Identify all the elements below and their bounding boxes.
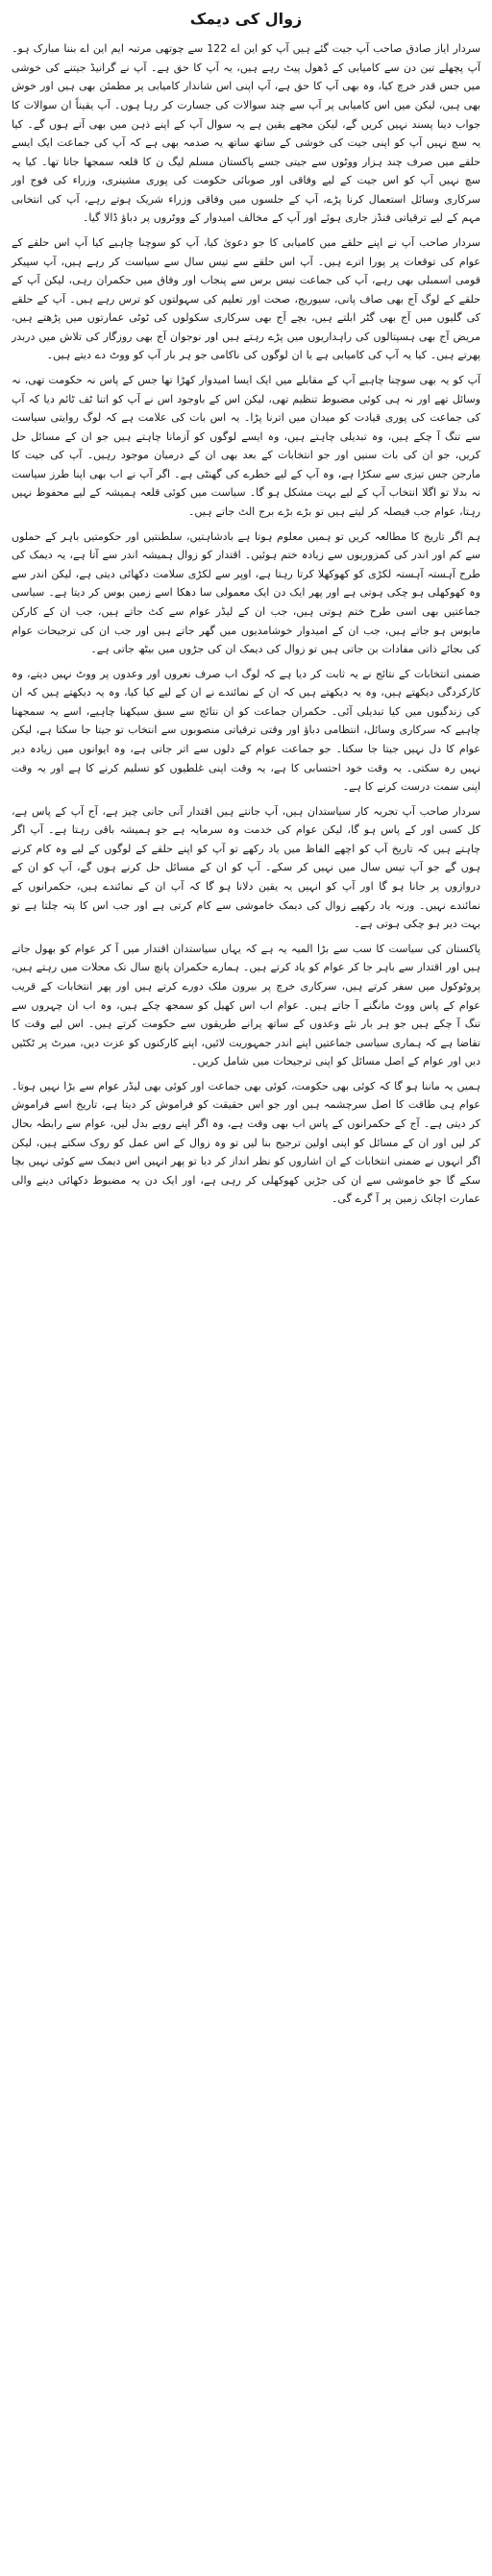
- article-paragraph-6: سردار صاحب آپ تجربہ کار سیاستدان ہیں، آپ جانتے ہیں اقتدار آنی جانی چیز ہے، آج آپ کے پاس ہے، کل کسی اور کے پاس ہو گا، لیکن عوام کی خدمت وہ سرمایہ ہے جو ہمیشہ باقی رہتا ہے۔ آپ اگر چاہتے ہیں کہ تاریخ آپ کو اچھے الفاظ میں یاد رکھے تو آپ کو اپنے حلقے کے لوگوں کے لیے وہ کام کرنے ہوں گے جو آپ تیس سال میں نہیں کر سکے۔ آپ کو ان کے مسائل حل کرنے ہوں گے، آپ کو ان کے دروازوں پر جانا ہو گا اور آپ کو انہیں یہ یقین دلانا ہو گا کہ آپ ان کے نمائندے ہیں، حکمرانوں کے نمائندے نہیں۔ ورنہ یاد رکھیے زوال کی دیمک خاموشی سے کام کرتی ہے اور جب اس کا پتہ چلتا ہے تو بہت دیر ہو چکی ہوتی ہے۔: [12, 804, 480, 931]
- column-article: [0, 0, 492, 1224]
- article-paragraph-3: آپ کو یہ بھی سوچنا چاہیے آپ کے مقابلے میں ایک ایسا امیدوار کھڑا تھا جس کے پاس نہ حکومت تھی، نہ وسائل تھے اور نہ ہی کوئی مضبوط تنظیم تھی، لیکن اس کے باوجود اس نے آپ کو اتنا ٹف ٹائم دیا کہ آپ کی جماعت کی پوری قیادت کو میدان میں اترنا پڑا۔ یہ اس بات کی علامت ہے کہ لوگ روایتی سیاست سے تنگ آ چکے ہیں، وہ تبدیلی چاہتے ہیں، وہ ایسے لوگوں کو آزمانا چاہتے ہیں جو ان کے مسائل حل کریں، جو ان کی بات سنیں اور جو انتخابات کے بعد بھی ان کے درمیان موجود رہیں۔ آپ کی جیت کا مارجن جس تیزی سے سکڑا ہے، وہ آپ کے لیے خطرے کی گھنٹی ہے۔ اگر آپ نے اب بھی اپنا طرز سیاست نہ بدلا تو اگلا انتخاب آپ کے لیے بہت مشکل ہو گا۔ سیاست میں کوئی قلعہ ہمیشہ کے لیے محفوظ نہیں رہتا، عوام جب فیصلہ کر لیتے ہیں تو بڑے بڑے برج الٹ جاتے ہیں۔: [12, 374, 480, 519]
- article-title: زوال کی دیمک: [189, 10, 303, 28]
- article-paragraph-2: سردار صاحب آپ نے اپنے حلقے میں کامیابی کا جو دعویٰ کیا، آپ کو سوچنا چاہیے کیا آپ اس حلقے کے عوام کی توقعات پر پورا اترے ہیں۔ آپ اس حلقے سے تیس سال سے سیاست کر رہے ہیں، آپ سپیکر قومی اسمبلی بھی رہے، آپ کی جماعت تیس برس سے پنجاب اور وفاق میں حکمران رہی، لیکن آپ کے حلقے کے لوگ آج بھی صاف پانی، سیوریج، صحت اور تعلیم کی سہولتوں کو ترس رہے ہیں۔ آپ کے حلقے کی گلیوں میں آج بھی گٹر ابلتے ہیں، بچے آج بھی سرکاری سکولوں کی ٹوٹی عمارتوں میں پڑھتے ہیں، مریض آج بھی ہسپتالوں کی راہداریوں میں پڑے رہتے ہیں اور نوجوان آج بھی روزگار کی تلاش میں دربدر پھرتے ہیں۔ کیا یہ آپ کی کامیابی ہے یا ان لوگوں کی ناکامی جو ہر بار آپ کو ووٹ دے دیتے ہیں۔: [12, 235, 480, 362]
- article-paragraph-5: ضمنی انتخابات کے نتائج نے یہ ثابت کر دیا ہے کہ لوگ اب صرف نعروں اور وعدوں پر ووٹ نہیں دیتے، وہ کارکردگی دیکھتے ہیں، وہ یہ دیکھتے ہیں کہ ان کے نمائندے نے ان کے لیے کیا کیا، وہ یہ دیکھتے ہیں کہ ان کی زندگیوں میں کیا تبدیلی آئی۔ حکمران جماعت کو ان نتائج سے سبق سیکھنا چاہیے، اسے یہ سمجھنا چاہیے کہ سرکاری وسائل، انتظامی دباؤ اور وقتی ترقیاتی منصوبوں سے انتخاب تو جیتا جا سکتا ہے، لیکن عوام کا دل نہیں جیتا جا سکتا۔ جو جماعت عوام کے دلوں سے اتر جاتی ہے، وہ ایوانوں میں زیادہ دیر نہیں رہ سکتی۔ یہ وقت خود احتسابی کا ہے، یہ وقت اپنی غلطیوں کو تسلیم کرنے کا ہے اور یہ وقت اپنی سمت درست کرنے کا ہے۔: [12, 667, 480, 794]
- article-paragraph-7: پاکستان کی سیاست کا سب سے بڑا المیہ یہ ہے کہ یہاں سیاستدان اقتدار میں آ کر عوام کو بھول جاتے ہیں اور اقتدار سے باہر جا کر عوام کو یاد کرتے ہیں۔ ہمارے حکمران پانچ سال تک محلات میں رہتے ہیں، پروٹوکول میں سفر کرتے ہیں، سرکاری خرچ پر بیرون ملک دورے کرتے ہیں اور پھر انتخابات کے قریب عوام کے پاس ووٹ مانگنے آ جاتے ہیں۔ عوام اب اس کھیل کو سمجھ چکے ہیں، وہ اب ان چہروں سے تنگ آ چکے ہیں جو ہر بار نئے وعدوں کے ساتھ پرانے طریقوں سے حکومت کرتے ہیں۔ اس لیے وقت کا تقاضا ہے کہ ہماری سیاسی جماعتیں اپنے اندر جمہوریت لائیں، اپنے کارکنوں کو عزت دیں، میرٹ پر ٹکٹیں دیں اور عوام کے اصل مسائل کو اپنی ترجیحات میں شامل کریں۔: [12, 942, 480, 1068]
- article-paragraph-8: ہمیں یہ ماننا ہو گا کہ کوئی بھی حکومت، کوئی بھی جماعت اور کوئی بھی لیڈر عوام سے بڑا نہیں ہوتا۔ عوام ہی طاقت کا اصل سرچشمہ ہیں اور جو اس حقیقت کو فراموش کر دیتا ہے، تاریخ اسے فراموش کر دیتی ہے۔ آج کے حکمرانوں کے پاس اب بھی وقت ہے، وہ اگر اپنے رویے بدل لیں، عوام سے رابطہ بحال کر لیں اور ان کے مسائل کو اپنی اولین ترجیح بنا لیں تو وہ زوال کے اس عمل کو روک سکتے ہیں، لیکن اگر انہوں نے ضمنی انتخابات کے ان اشاروں کو نظر انداز کر دیا تو پھر انہیں اس دیمک سے کوئی نہیں بچا سکے گا جو خاموشی سے ان کی جڑیں کھوکھلی کر رہی ہے، اور ایک دن یہ مضبوط دکھائی دینے والی عمارت اچانک زمین پر آ گرے گی۔: [12, 1079, 480, 1206]
- article-paragraph-4: ہم اگر تاریخ کا مطالعہ کریں تو ہمیں معلوم ہوتا ہے بادشاہتیں، سلطنتیں اور حکومتیں باہر کے حملوں سے کم اور اندر کی کمزوریوں سے زیادہ ختم ہوئیں۔ اقتدار کو زوال ہمیشہ اندر سے آتا ہے، یہ دیمک کی طرح آہستہ آہستہ لکڑی کو کھوکھلا کرتا رہتا ہے، اوپر سے لکڑی سلامت دکھائی دیتی ہے، لیکن اندر سے وہ کھوکھلی ہو چکی ہوتی ہے اور پھر ایک دن ایک معمولی سا دھکا اسے زمین بوس کر دیتا ہے۔ سیاسی جماعتیں بھی اسی طرح ختم ہوتی ہیں، جب ان کے لیڈر عوام سے کٹ جاتے ہیں، جب ان کے کارکن مایوس ہو جاتے ہیں، جب ان کے امیدوار خوشامدیوں میں گھر جاتے ہیں اور جب ان کی ترجیحات عوام کی بجائے ذاتی مفادات بن جاتی ہیں تو زوال کی دیمک ان کی جڑوں میں بیٹھ جاتی ہے۔: [12, 529, 480, 656]
- article-body: [12, 39, 480, 1209]
- article-paragraph-1: سردار ایاز صادق صاحب آپ جیت گئے ہیں آپ کو این اے 122 سے چوتھی مرتبہ ایم این اے بننا مبارک ہو۔ آپ پچھلے تین دن سے کامیابی کے ڈھول پیٹ رہے ہیں، یہ آپ کا حق ہے۔ آپ نے گرانیڈ جیتنے کی خوشی میں جس قدر خرچ کیا، وہ بھی آپ کا حق ہے، آپ اپنی اس شاندار کامیابی پر مطمئن بھی ہیں اور خوش بھی ہیں، لیکن میں اس کامیابی پر آپ سے چند سوالات کی جسارت کر رہا ہوں۔ آپ یقیناً ان سوالات کا جواب دینا پسند نہیں کریں گے، لیکن مجھے یقین ہے یہ سوال آپ کے اپنے ذہن میں بھی آتے ہوں گے۔ کیا یہ سچ نہیں آپ کو اپنی جیت کی خوشی کے ساتھ ساتھ یہ صدمہ بھی ہے کہ آپ کی جماعت ایک ایسے حلقے میں صرف چند ہزار ووٹوں سے جیتی جسے پاکستان مسلم لیگ ن کا قلعہ سمجھا جاتا تھا۔ کیا یہ سچ نہیں آپ کو اس جیت کے لیے وفاقی اور صوبائی حکومت کی پوری مشینری، وزراء کی فوج اور سرکاری وسائل استعمال کرنا پڑے، آپ کے جلسوں میں وفاقی وزراء شریک ہوتے رہے، آپ کی انتخابی مہم کے لیے ترقیاتی فنڈز جاری ہوئے اور آپ کے مخالف امیدوار کے ووٹروں پر دباؤ ڈالا گیا۔: [12, 42, 481, 225]
